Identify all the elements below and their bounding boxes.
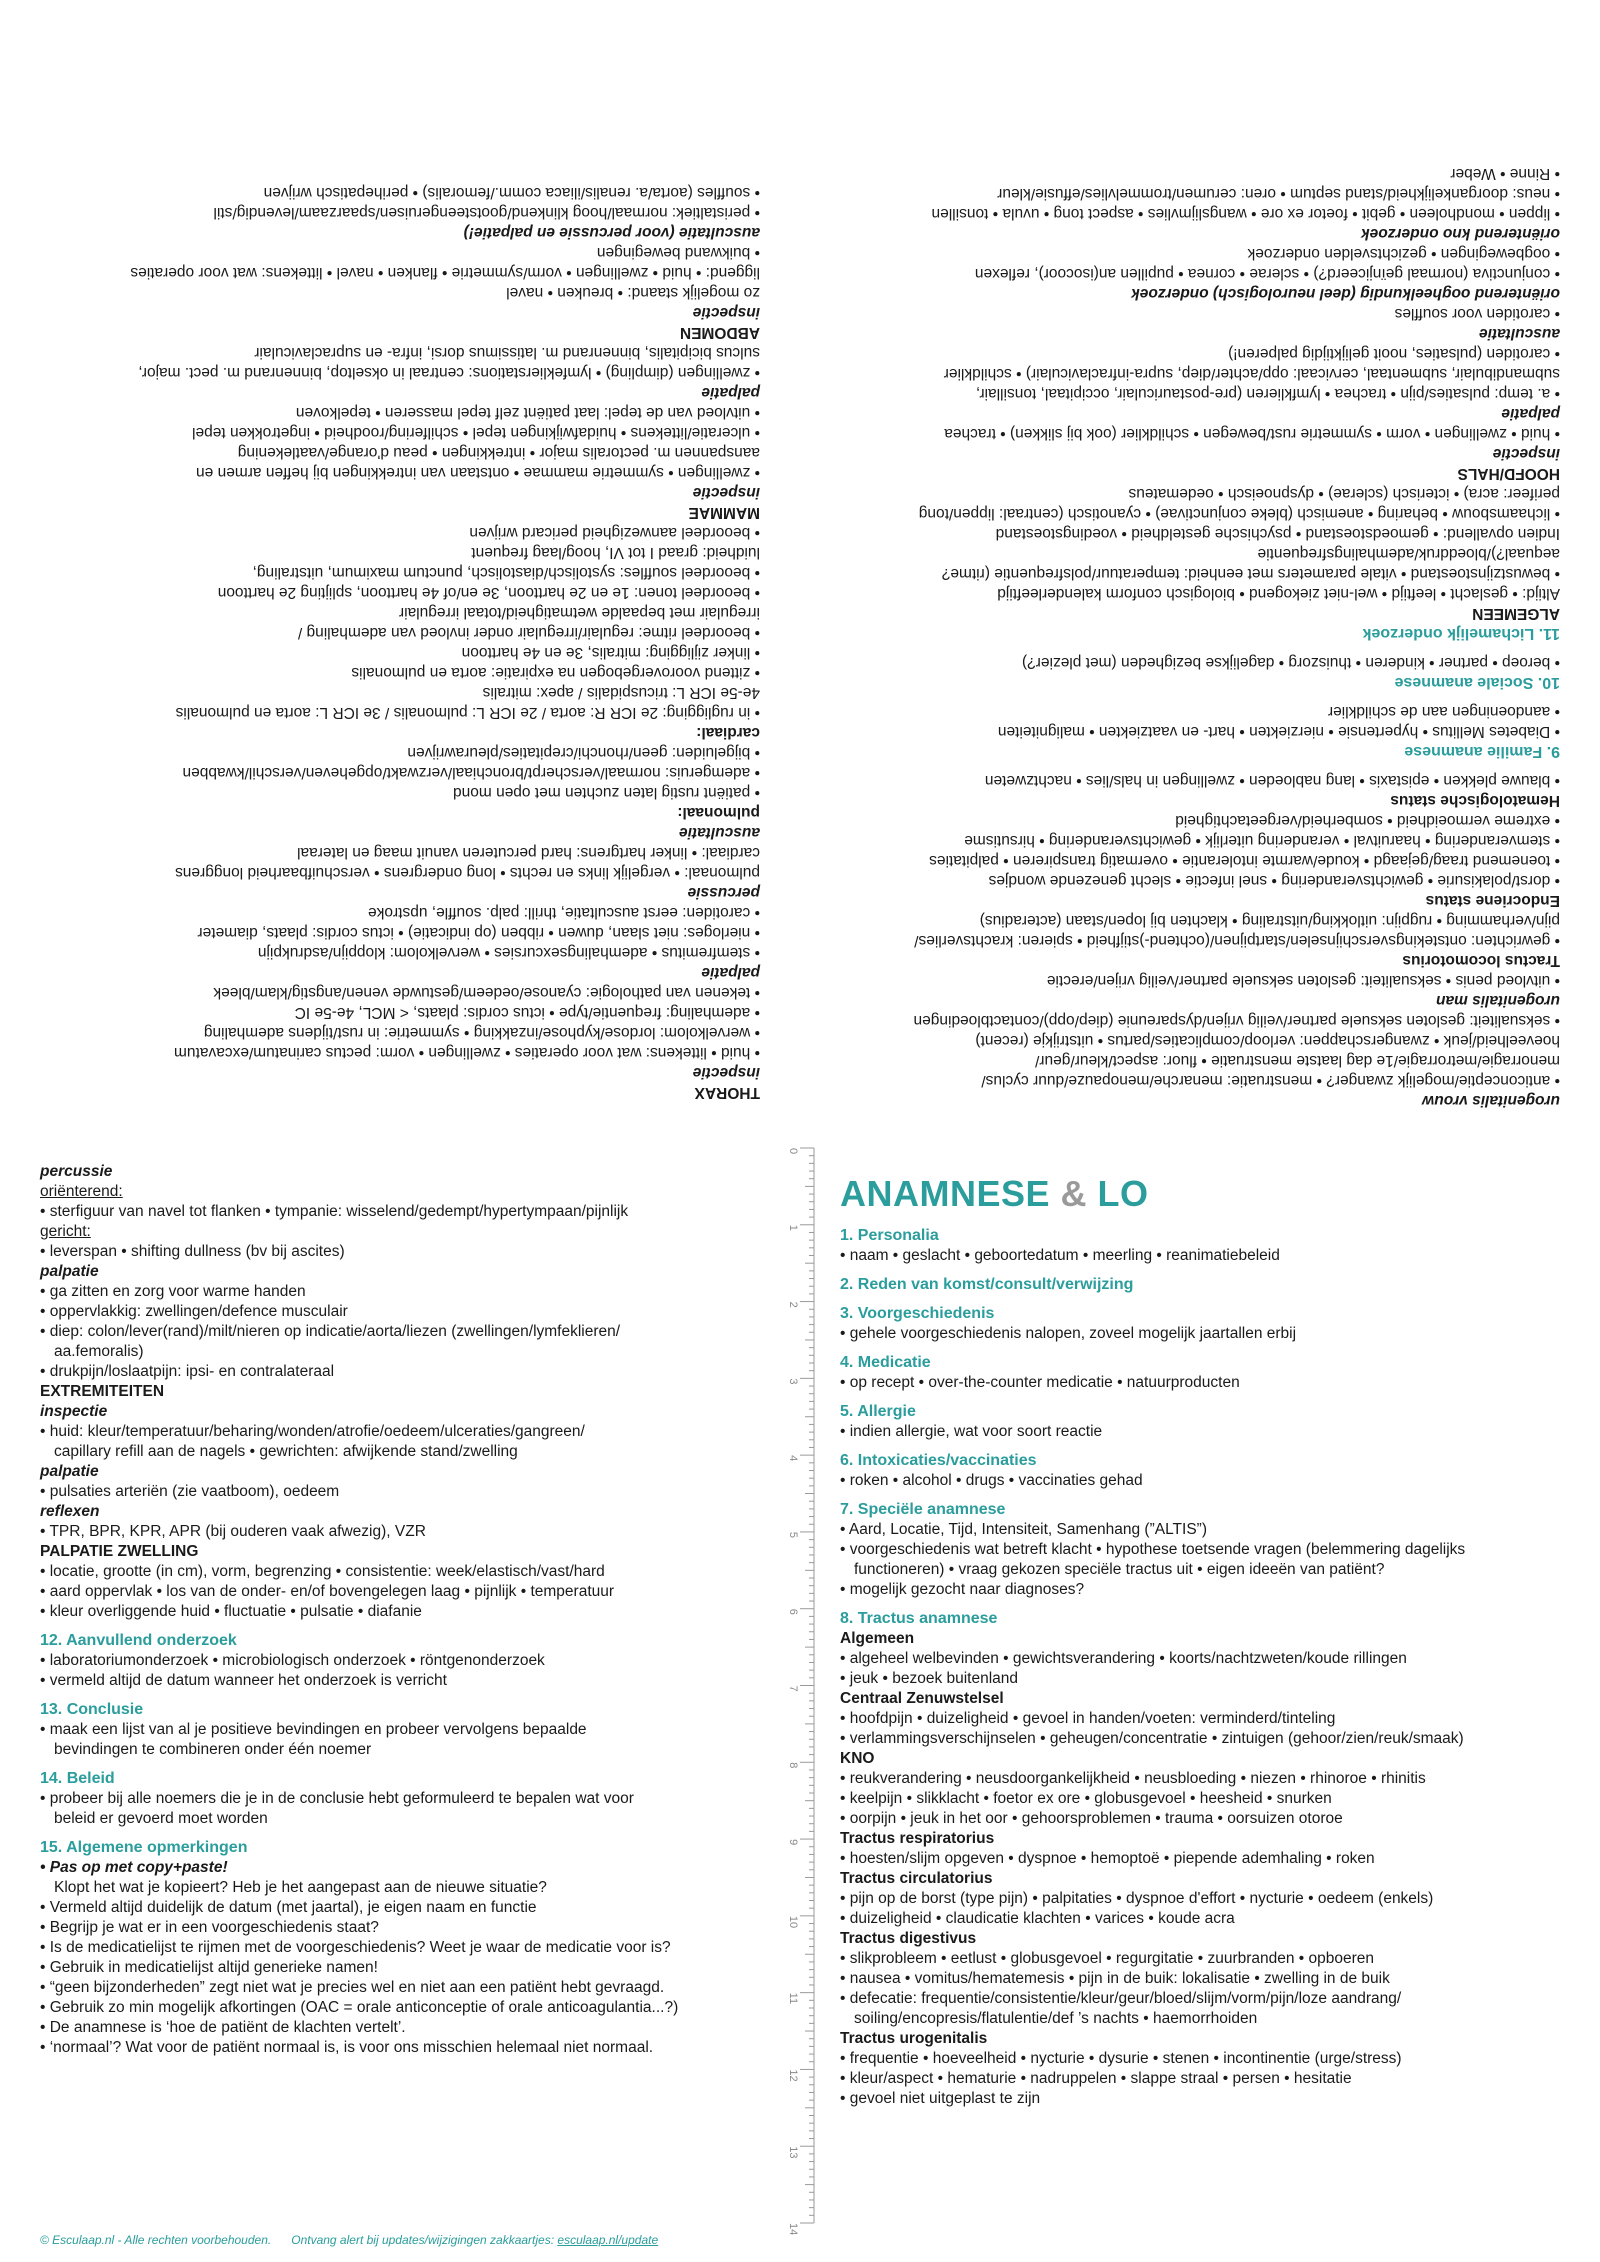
subheading: inspectie — [40, 1403, 108, 1420]
text-line: • diep: colon/lever(rand)/milt/nieren op indicatie/aorta/liezen (zwellingen/lymfeklieren/ — [40, 1323, 621, 1340]
text-line: 4e-5e ICR L: tricuspidalis / apex: mitralis — [482, 684, 760, 701]
text-line: • ‘normaal’? Wat voor de patiënt normaal is, is voor ons misschien helemaal niet normaal. — [40, 2039, 654, 2056]
footer — [40, 2230, 780, 2250]
subheading: Tractus respiratorius — [840, 1830, 995, 1847]
section-heading: 14. Beleid — [40, 1770, 115, 1787]
update-text: Ontvang alert bij updates/wijzigingen zakkaartjes: — [291, 2233, 555, 2247]
subheading: oriënterend oogheelkundig (deel neurologisch) onderzoek — [1131, 285, 1560, 302]
text-line: zo mogelijk staand: • breuken • navel — [506, 284, 760, 301]
ruler-label: 11 — [787, 1992, 799, 2005]
ruler-label: 9 — [787, 1839, 799, 1846]
ruler-label: 8 — [787, 1762, 799, 1769]
text-line: • algeheel welbevinden • gewichtsverandering • koorts/nachtzweten/koude rillingen — [840, 1650, 1407, 1667]
section-heading: 10. Sociale anamnese — [1394, 674, 1560, 691]
text-line: aequaal?)/bloeddruk/ademhalingsfrequentie — [1257, 545, 1560, 562]
section-heading: 9. Familie anamnese — [1404, 743, 1560, 760]
subheading: inspectie — [692, 304, 760, 321]
text-line: • in rugligging: 2e ICR R: aorta / 2e ICR L: pulmonalis / 3e ICR L: aorta en pulmonalis — [175, 704, 760, 721]
subheading: Hematologische status — [1390, 792, 1560, 809]
ruler-label: 10 — [787, 1915, 799, 1929]
ruler-label: 3 — [787, 1378, 799, 1385]
text-line: Klopt het wat je kopieert? Heb je het aangepast aan de nieuwe situatie? — [54, 1879, 547, 1896]
subheading: auscultatie — [1479, 325, 1560, 342]
text-line: • huid • littekens: wat voor operaties • zwellingen • vorm: pectus carinatum/excavatum — [174, 1044, 760, 1061]
text-line: irregulair met bepaalde wetmatigheid/totaal irregulair — [399, 604, 760, 621]
ruler-label: 4 — [787, 1455, 799, 1462]
section-heading: 1. Personalia — [840, 1227, 939, 1244]
text-line: • Is de medicatielijst te rijmen met de voorgeschiedenis? Weet je waar de medicatie voor is? — [40, 1939, 671, 1956]
text-line: • linker zijligging: mitralis, 3e en 4e harttoon — [461, 644, 760, 661]
text-line: functioneren) • vraag gekozen speciële tractus uit • eigen ideeën van patiënt? — [854, 1561, 1385, 1578]
text-line: • leverspan • shifting dullness (bv bij ascites) — [40, 1243, 345, 1260]
text-line: • carotiden voor souffles — [1394, 305, 1560, 322]
subheading: urogenitalis vrouw — [1422, 1092, 1560, 1109]
subheading: KNO — [840, 1750, 875, 1767]
subheading: percussie — [40, 1163, 113, 1180]
subheading: palpatie — [40, 1463, 99, 1480]
subheading: Centraal Zenuwstelsel — [840, 1690, 1004, 1707]
subheading: Tractus circulatorius — [840, 1870, 993, 1887]
text-line: • kleur/aspect • hematurie • nadruppelen • slappe straal • persen • hesitatie — [840, 2070, 1352, 2087]
subheading: palpatie — [701, 964, 760, 981]
text-line: • huid: kleur/temperatuur/beharing/wonden/atrofie/oedeem/ulceraties/gangreen/ — [40, 1423, 585, 1440]
text-line: aanspannen m. pectoralis major • intrekkingen • peau d'orange/vaatlekening — [237, 444, 760, 461]
text-line: • drukpijn/loslaatpijn: ipsi- en contralateraal — [40, 1363, 335, 1380]
text-line: cardiaal: • linker hartgrens: hard percuteren vanuit maag en lateraal — [297, 844, 760, 861]
text-line: • bewustzijnstoestand • vitale parameters met eenheid: temperatuur/polsfrequentie (ritme? — [941, 565, 1560, 582]
subheading: palpatie — [701, 384, 760, 401]
ruler-label: 7 — [787, 1685, 799, 1692]
section-heading: 11. Lichamelijk onderzoek — [1362, 625, 1560, 642]
text-line: • laboratoriumonderzoek • microbiologisch onderzoek • röntgenonderzoek — [40, 1652, 545, 1669]
subheading: auscultatie — [679, 824, 760, 841]
text-line: • voorgeschiedenis wat betreft klacht • hypothese toetsende vragen (belemmering dagelijks — [840, 1541, 1466, 1558]
text-line: liggend: • huid • zwellingen • vorm/symmetrie • flanken • navel • littekens: wat voor operaties — [130, 264, 760, 281]
text-line: • Vermeld altijd duidelijk de datum (met jaartal), je eigen naam en functie — [40, 1899, 537, 1916]
ruler-label: 0 — [787, 1148, 799, 1155]
text-line: • defecatie: frequentie/consistentie/kleur/geur/bloed/slijm/vorm/pijn/loze aandrang/ — [840, 1990, 1402, 2007]
subheading: PALPATIE ZWELLING — [40, 1543, 199, 1560]
text-line: • beroep • partner • kinderen • thuiszorg • dagelijkse bezigheden (met plezier?) — [1021, 654, 1560, 671]
text-line: • lichaamsbouw • beharing • anemisch (bleke conjunctivae) • cyanotisch (centraal: lippen/tong — [918, 505, 1560, 522]
text-line: • beoordeel souffles: systolisch/diastolisch, punctum maximum, uitstraling, — [252, 564, 760, 581]
text-line: • carotiden (pulsaties, nooit gelijktijdig palperen!) — [1228, 345, 1560, 362]
section-heading: 5. Allergie — [840, 1403, 916, 1420]
title-anamnese: ANAMNESE — [840, 1173, 1051, 1214]
subheading: ALGEMEEN — [1472, 605, 1560, 622]
subheading: ABDOMEN — [679, 324, 760, 341]
text-line: • aard oppervlak • los van de onder- en/of bovengelegen laag • pijnlijk • temperatuur — [40, 1583, 615, 1600]
text-line: capillary refill aan de nagels • gewrichten: afwijkende stand/zwelling — [54, 1443, 518, 1460]
text-line: • bijgeluiden: geen/rhonchi/crepitaties/pleurawrijven — [407, 744, 760, 761]
subheading: Tractus locomotorius — [1402, 952, 1560, 969]
subheading: percussie — [687, 884, 760, 901]
section-heading: 7. Speciële anamnese — [840, 1501, 1006, 1518]
text-line: beleid er gevoerd moet worden — [54, 1810, 268, 1827]
text-line: • seksualiteit: gesloten seksuele partner/veilig vrijen/dyspareunie (diep/opp)/contactbloedingen — [913, 1012, 1560, 1029]
text-line: sulcus bicipitalis, binnenrand m. latissimus dorsi, infra- en supraclaviculair — [254, 344, 760, 361]
text-line: • nausea • vomitus/hematemesis • pijn in de buik: lokalisatie • zwelling in de buik — [840, 1970, 1390, 1987]
text-line: • gehele voorgeschiedenis nalopen, zoveel mogelijk jaartallen erbij — [840, 1325, 1297, 1342]
text-line: • ademhaling: frequentie/type • ictus cordis: plaats, < MCL, 4e-5e IC — [294, 1004, 760, 1021]
text-line: • duizeligheid • claudicatie klachten • varices • koude acra — [840, 1910, 1235, 1927]
top-left-quadrant — [0, 0, 800, 1130]
ruler-label: 6 — [787, 1608, 799, 1615]
text-line: soiling/encopresis/flatulentie/def ’s nachts • haemorrhoiden — [854, 2010, 1258, 2027]
ruler-label: 12 — [787, 2069, 799, 2082]
text-line: • stemfremitus • ademhalingsexcursies • wervelkolom: kloppijn/asdrukpijn — [257, 944, 760, 961]
text-line: • oppervlakkig: zwellingen/defence musculair — [40, 1303, 348, 1320]
section-heading: 4. Medicatie — [840, 1354, 931, 1371]
page-title — [840, 1172, 1560, 1216]
subheading: EXTREMITEITEN — [40, 1383, 165, 1400]
text-line: • zwellingen (dimpling) • lymfeklierstations: centraal in okseltop, binnenrand m. pect. major, — [138, 364, 760, 381]
text-line: oriënterend: — [40, 1183, 123, 1200]
text-line: • conjunctiva (normaal geïnjiceerd?) • sclerae • cornea • pupillen an(isocoor), reflexen — [974, 265, 1560, 282]
text-line: • slikprobleem • eetlust • globusgevoel • regurgitatie • zuurbranden • opboeren — [840, 1950, 1375, 1967]
text-line: gericht: — [40, 1223, 91, 1240]
text-line: • aandoeningen aan de schildklier — [1327, 703, 1560, 720]
text-line: • Diabetes Mellitus • hypertensie • nierziekten • hart- en vaatziekten • maligniteiten — [997, 723, 1560, 740]
text-line: • maak een lijst van al je positieve bevindingen en probeer vervolgens bepaalde — [40, 1721, 587, 1738]
text-line: luidheid: graad I tot VI, hoog/laag frequent — [471, 544, 760, 561]
subheading: HOOFD/HALS — [1457, 465, 1560, 482]
text-line: • reukverandering • neusdoorgankelijkheid • neusbloeding • niezen • rhinoroe • rhinitis — [840, 1770, 1426, 1787]
section-heading: 15. Algemene opmerkingen — [40, 1839, 248, 1856]
text-line: • probeer bij alle noemers die je in de conclusie hebt geformuleerd te bepalen wat voor — [40, 1790, 634, 1807]
text-line: • toenemend traag/gejaagd • koude/warmte intolerantie • overmatig transpireren • palpitaties — [929, 852, 1560, 869]
text-line: • Aard, Locatie, Tijd, Intensiteit, Samenhang (”ALTIS”) — [840, 1521, 1207, 1538]
subheading: THORAX — [694, 1084, 760, 1101]
ruler-label: 13 — [787, 2146, 799, 2159]
text-line: • anticonceptie/mogelijk zwanger? • menstruatie: menarche/menopauze/duur cyclus/ — [981, 1072, 1560, 1089]
text-line: • beoordeel ritme: regulair/irregulair onder invloed van ademhaling / — [297, 624, 760, 641]
text-line: • ga zitten en zorg voor warme handen — [40, 1283, 306, 1300]
subheading: Algemeen — [840, 1630, 915, 1647]
text-line: • frequentie • hoeveelheid • nycturie • dysurie • stenen • incontinentie (urge/stress) — [840, 2050, 1402, 2067]
thorax-section — [0, 182, 800, 1130]
text-line: • oogbewegingen • gezichtsvelden onderzoek — [1247, 245, 1560, 262]
text-line: • nierloges: niet slaan, duwen • ribben (op indicatie) • ictus cordis: plaats, diameter — [197, 924, 760, 941]
bottom-right-quadrant — [800, 1130, 1600, 2262]
text-line: • beoordeel tonen: 1e en 2e harttoon, 3e en/of 4e harttoon, splijting 2e harttoon — [217, 584, 760, 601]
text-line: pulmonaal: • vergelijk links en rechts • long ondergrens • verschuifbaarheid longgrens — [175, 864, 760, 881]
text-line: • blauwe plekken • epistaxis • lang nabloeden • zwellingen in hals/lies • nachtzweten — [984, 772, 1560, 789]
text-line: • extreme vermoeidheid • somberheid/vergeetachtigheid — [1175, 812, 1560, 829]
text-line: perifeer: acra) • icterisch (sclerae) • dyspnoeisch • oedemateus — [1128, 485, 1560, 502]
section-heading: 2. Reden van komst/consult/verwijzing — [840, 1276, 1134, 1293]
text-line: menorragie/metrorragie/1e dag laatste menstruatie • fluor: aspect/kleur/geur/ — [1035, 1052, 1560, 1069]
subheading: inspectie — [692, 484, 760, 501]
text-line: • vermeld altijd de datum wanneer het onderzoek is verricht — [40, 1672, 447, 1689]
subheading: Tractus digestivus — [840, 1930, 977, 1947]
text-line: • gevoel niet uitgeplast te zijn — [840, 2090, 1041, 2107]
text-line: • zittend voorovergebogen na expiratie: aorta en pulmonalis — [351, 664, 760, 681]
section-heading: 13. Conclusie — [40, 1701, 144, 1718]
ruler-label: 14 — [787, 2223, 799, 2236]
text-line: • Begrijp je wat er in een voorgeschiedenis staat? — [40, 1919, 379, 1936]
text-line: submandibulair, submentaal, cervicaal: opp/achter/diep, supra-infraclaviculair) • schildklier — [943, 365, 1560, 382]
subheading: inspectie — [692, 1064, 760, 1081]
section-heading: 12. Aanvullend onderzoek — [40, 1632, 237, 1649]
bottom-left-quadrant — [0, 1130, 800, 2262]
text-line: • tekenen van pathologie: cyanose/oedeem/gestuwde venen/angstig/klam/bleek — [213, 984, 760, 1001]
text-line: • carotiden: eerst auscultatie, thrill: palp. souffle, upstroke — [368, 904, 760, 921]
ruler-label: 1 — [787, 1224, 799, 1231]
text-line: • sterfiguur van navel tot flanken • tympanie: wisselend/gedempt/hypertympaan/pijnlijk — [40, 1203, 629, 1220]
copyright-text: © Esculaap.nl - Alle rechten voorbehouden. — [40, 2233, 272, 2247]
text-line: bevindingen te combineren onder één noemer — [54, 1741, 372, 1758]
subheading: inspectie — [1492, 445, 1560, 462]
text-line: • neus: doorgankelijkheid/stand septum • oren: cerumen/trommelvlies/effusie/kleur — [997, 185, 1560, 202]
text-line: • indien allergie, wat voor soort reactie — [840, 1423, 1103, 1440]
text-line: • Gebruik zo min mogelijk afkortingen (OAC = orale anticonceptie of orale anticoagulantia...?) — [40, 1999, 679, 2016]
anamnese-section — [840, 1226, 1560, 2109]
text-line: • buikwand bewegingen — [596, 244, 760, 261]
ruler-label: 2 — [787, 1301, 799, 1308]
text-line: • a. temp: pulsaties/pijn • trachea • lymfklieren (pre-postauriculair, occipitaal, tonsillair, — [975, 385, 1560, 402]
subheading: oriënterend kno onderzoek — [1361, 225, 1560, 242]
title-lo: LO — [1097, 1173, 1149, 1214]
tractus-lo-section — [800, 163, 1600, 1130]
text-line: • wervelkolom: lordose/kyphose/inzakking • symmetrie: in rust/tijdens ademhaling — [203, 1024, 760, 1041]
text-line: • Rinne • Weber — [1450, 165, 1560, 182]
text-line: • De anamnese is ‘hoe de patiënt de klachten vertelt’. — [40, 2019, 406, 2036]
text-line: • verlammingsverschijnselen • geheugen/concentratie • zintuigen (gehoor/zien/reuk/smaak) — [840, 1730, 1464, 1747]
text-line: • op recept • over-the-counter medicatie • natuurproducten — [840, 1374, 1240, 1391]
subheading: • Pas op met copy+paste! — [40, 1859, 228, 1876]
text-line: • stemverandering • haaruitval • verandering uiterlijk • gewichtsverandering • hirsutisme — [964, 832, 1560, 849]
text-line: • peristaltiek: normaal/hoog klinkend/gootsteengeruisen/spaarzaam/levendig/stil — [213, 204, 760, 221]
text-line: Altijd: • geslacht • leeftijd • wel-niet ziekogend • biologisch conform kalenderleeftijd — [997, 585, 1560, 602]
text-line: • TPR, BPR, KPR, APR (bij ouderen vaak afwezig), VZR — [40, 1523, 426, 1540]
text-line: • “geen bijzonderheden” zegt niet wat je precies wel en niet aan een patiënt hebt gevraagd. — [40, 1979, 665, 1996]
text-line: hoeveelheid/jeuk • zwangerschappen: verloop/complicaties/partus • uitstrijkje (recent) — [975, 1032, 1560, 1049]
text-line: • Gebruik in medicatielijst altijd generieke namen! — [40, 1959, 378, 1976]
section-heading: 8. Tractus anamnese — [840, 1610, 998, 1627]
subheading: pulmonaal: — [677, 804, 760, 821]
subheading: auscultatie (voor percussie en palpatie!) — [463, 224, 760, 241]
text-line: • lippen • mondholeen • gebit • foetor ex ore • wangslijmvlies • aspect tong • uvula • tonsillen — [931, 205, 1560, 222]
text-line: • pulsaties arteriën (zie vaatboom), oedeem — [40, 1483, 340, 1500]
text-line: • oorpijn • jeuk in het oor • gehoorsproblemen • trauma • oorsuizen otoroe — [840, 1810, 1343, 1827]
top-right-quadrant — [800, 0, 1600, 1130]
subheading: Endocriene status — [1425, 892, 1560, 909]
subheading: Tractus urogenitalis — [840, 2030, 988, 2047]
text-line: • hoesten/slijm opgeven • dyspnoe • hemoptoë • piepende ademhaling • roken — [840, 1850, 1375, 1867]
text-line: • naam • geslacht • geboortedatum • meerling • reanimatiebeleid — [840, 1247, 1280, 1264]
text-line: pijn/verhamming • rugpijn: uitlokking/uitstraling • klachten bij lopen/staan (acteradius) — [979, 912, 1560, 929]
subheading: palpatie — [40, 1263, 99, 1280]
text-line: • beoordeel aanwezigheid pericard wrijven — [469, 524, 760, 541]
subheading: MAMMAE — [688, 504, 760, 521]
text-line: Indien opvallend: • gemoedstoestand • psychische gesteldheid • voedingstoestand — [995, 525, 1560, 542]
text-line: • jeuk • bezoek buitenland — [840, 1670, 1019, 1687]
text-line: • roken • alcohol • drugs • vaccinaties gehad — [840, 1472, 1143, 1489]
text-line: • ulceratie/littekens • huidafwijkingen tepel • schilfering/roodheid • ingetrokken tepel — [192, 424, 760, 441]
text-line: • dorst/polakisurie • gewichtsverandering • snel infectie • slecht genezende wondjes — [988, 872, 1560, 889]
text-line: • ademgeruis: normaal/verscherpt/bronchiaal/verzwakt/opgeheven/verschil/kwabben — [182, 764, 760, 781]
section-heading: 3. Voorgeschiedenis — [840, 1305, 995, 1322]
text-line: • kleur overliggende huid • fluctuatie • pulsatie • diafanie — [40, 1603, 422, 1620]
text-line: • souffles (aorta/a. renalis/iliaca comm./femoralis) • perihepatisch wrijven — [263, 184, 760, 201]
text-line: • huid • zwellingen • vorm • symmetrie rust/bewegen • schildklier (ook bij slikken) • trachea — [944, 425, 1560, 442]
title-ampersand: & — [1060, 1173, 1088, 1214]
section-heading: 6. Intoxicaties/vaccinaties — [840, 1452, 1037, 1469]
text-line: • keelpijn • slikklacht • foetor ex ore • globusgevoel • heesheid • snurken — [840, 1790, 1332, 1807]
subheading: urogenitalis man — [1435, 992, 1560, 1009]
text-line: aa.femoralis) — [54, 1343, 144, 1360]
text-line: • hoofdpijn • duizeligheid • gevoel in handen/voeten: verminderd/tinteling — [840, 1710, 1336, 1727]
abdomen-extremiteiten-section — [0, 1130, 800, 2058]
text-line: • patiënt rustig laten zuchten met open mond — [452, 784, 760, 801]
text-line: • mogelijk gezocht naar diagnoses? — [840, 1581, 1085, 1598]
text-line: • pijn op de borst (type pijn) • palpitaties • dyspnoe d'effort • nycturie • oedeem (enkels) — [840, 1890, 1434, 1907]
text-line: • locatie, grootte (in cm), vorm, begrenzing • consistentie: week/elastisch/vast/hard — [40, 1563, 605, 1580]
text-line: • uitvloed van de tepel: laat patiënt zelf tepel masseren • tepelkoven — [295, 404, 760, 421]
text-line: • zwellingen • symmetrie mammae • ontstaan van intrekkingen bij heffen armen en — [196, 464, 760, 481]
update-link[interactable]: esculaap.nl/update — [557, 2233, 659, 2247]
subheading: reflexen — [40, 1503, 100, 1520]
subheading: palpatie — [1501, 405, 1560, 422]
ruler-label: 5 — [787, 1531, 799, 1539]
subheading: cardiaal: — [696, 724, 760, 741]
text-line: • gewrichten: ontstekingsverschijnselen/startpijnen/(ochtend-)stijfheid • spieren: krachtsverlies/ — [914, 932, 1560, 949]
text-line: • uitvloed penis • seksualiteit: gesloten seksuele partner/veilig vrijen/erectie — [1046, 972, 1560, 989]
